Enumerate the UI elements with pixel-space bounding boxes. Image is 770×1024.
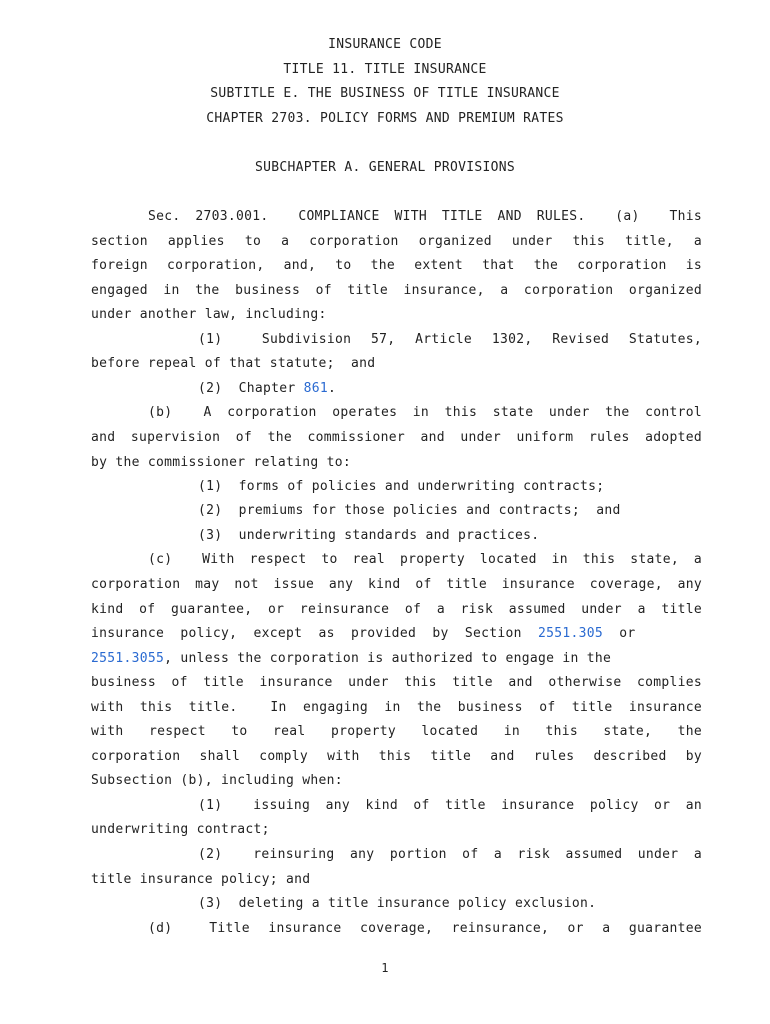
text-line: section applies to a corporation organized under this title, a (91, 234, 702, 249)
text-line: Subsection (b), including when: (91, 773, 343, 788)
text-line: (c) With respect to real property located in this state, a (148, 552, 702, 567)
text-line: (1) issuing any kind of title insurance policy or an (198, 798, 702, 813)
text-line: (b) A corporation operates in this state under the control (148, 405, 702, 420)
text-fragment: . (328, 381, 337, 396)
chapter-861-link[interactable]: 861 (303, 381, 329, 396)
text-line: Sec. 2703.001. COMPLIANCE WITH TITLE AND RULES. (a) This (148, 209, 702, 224)
text-line: (2) premiums for those policies and contracts; and (198, 503, 621, 518)
text-line: with respect to real property located in this state, the (91, 724, 702, 739)
chapter-heading: CHAPTER 2703. POLICY FORMS AND PREMIUM RATES (206, 111, 564, 126)
text-line: underwriting contract; (91, 822, 270, 837)
text-fragment: insurance policy, except as provided by Section (91, 626, 538, 641)
text-line: foreign corporation, and, to the extent that the corporation is (91, 258, 702, 273)
text-line: with this title. In engaging in the business of title insurance (91, 700, 702, 715)
text-line: by the commissioner relating to: (91, 455, 352, 470)
text-line: under another law, including: (91, 307, 327, 322)
text-line: (1) forms of policies and underwriting contracts; (198, 479, 605, 494)
page-number: 1 (381, 961, 389, 975)
text-line: (2) reinsuring any portion of a risk assumed under a (198, 847, 702, 862)
text-fragment: , unless the corporation is authorized to engage in the (164, 651, 612, 666)
text-line: corporation may not issue any kind of title insurance coverage, any (91, 577, 702, 592)
text-fragment: or (602, 626, 636, 641)
text-line: corporation shall comply with this title and rules described by (91, 749, 702, 764)
text-line (198, 381, 702, 397)
section-2551-3055-link[interactable]: 2551.3055 (91, 651, 165, 666)
text-line: kind of guarantee, or reinsurance of a risk assumed under a title (91, 602, 702, 617)
text-line: (d) Title insurance coverage, reinsurance, or a guarantee (148, 921, 702, 936)
text-line: (3) deleting a title insurance policy exclusion. (198, 896, 597, 911)
text-fragment: (2) Chapter (198, 381, 304, 396)
text-line: engaged in the business of title insurance, a corporation organized (91, 283, 702, 298)
subchapter-heading: SUBCHAPTER A. GENERAL PROVISIONS (254, 160, 516, 175)
text-line (91, 626, 702, 642)
text-line (91, 651, 702, 667)
text-line: (1) Subdivision 57, Article 1302, Revised Statutes, (198, 332, 702, 347)
text-line: and supervision of the commissioner and under uniform rules adopted (91, 430, 702, 445)
subtitle-heading: SUBTITLE E. THE BUSINESS OF TITLE INSURANCE (210, 86, 560, 101)
text-line: before repeal of that statute; and (91, 356, 376, 371)
text-line: (3) underwriting standards and practices. (198, 528, 540, 543)
title-heading: TITLE 11. TITLE INSURANCE (283, 62, 487, 77)
section-2551-305-link[interactable]: 2551.305 (537, 626, 603, 641)
text-line: business of title insurance under this title and otherwise complies (91, 675, 702, 690)
code-heading: INSURANCE CODE (328, 37, 442, 52)
text-line: title insurance policy; and (91, 872, 311, 887)
